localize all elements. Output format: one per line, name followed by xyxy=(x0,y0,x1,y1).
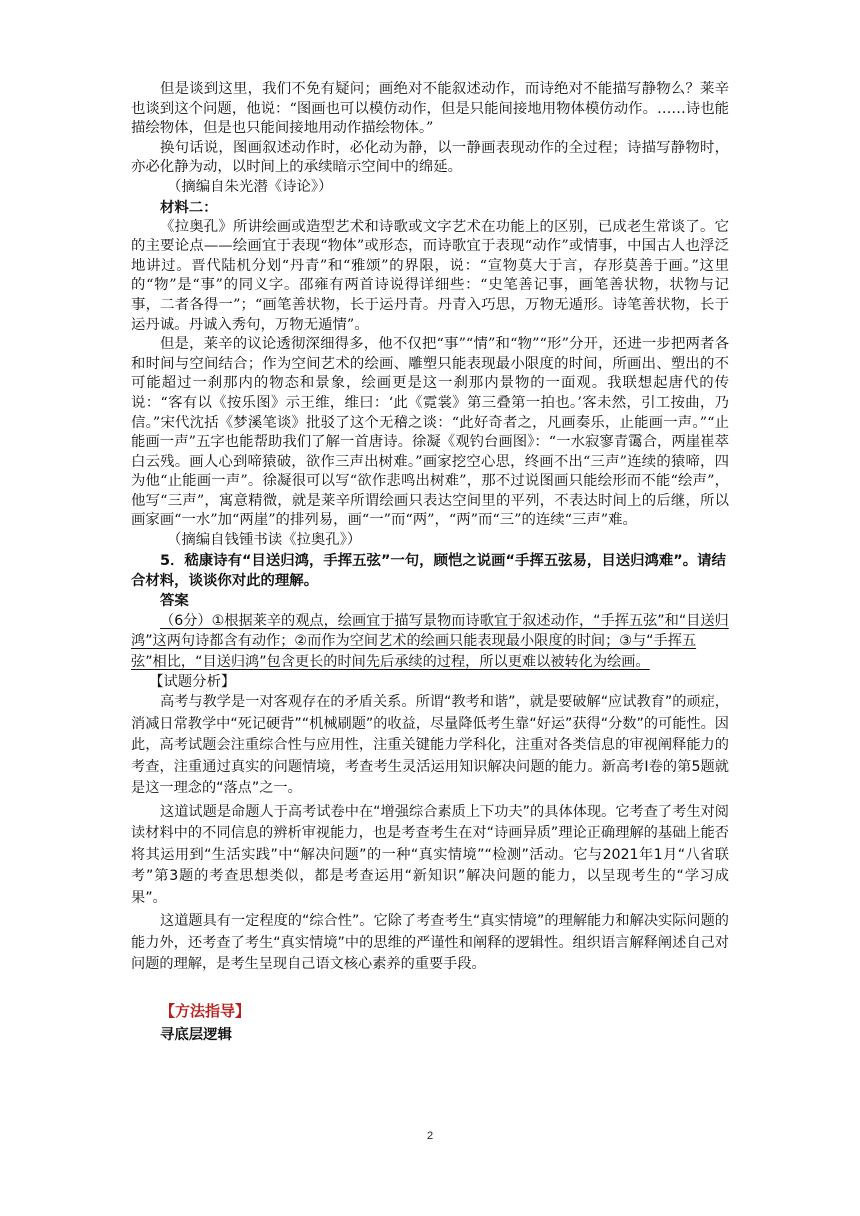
analysis-paragraph-1: 高考与教学是一对客观存在的矛盾关系。所谓“教考和谐”，就是要破解“应试教育”的顽症，消减日常教学中“死记硬背”“机械刷题”的收益，尽量降低考生靠“好运”获得“分数”的可能性。因此，高考试题会注重综合性与应用性，注重关键能力学科化，注重对各类信息的审视阐释能力的考查，注重通过真实的问题情境，考查考生灵活运用知识解决问题的能力。新高考Ⅰ卷的第5题就是这一理念的“落点”之一。 xyxy=(131,694,729,797)
paragraph-1: 但是谈到这里，我们不免有疑问；画绝对不能叙述动作，而诗绝对不能描写静物么？莱辛也谈到这个问题，他说：“图画也可以模仿动作，但是只能间接地用物体模仿动作。……诗也能描绘物体，但是也只能间接地用动作描绘物体。” xyxy=(131,81,729,137)
method-subheading: 寻底层逻辑 xyxy=(160,1026,232,1043)
paragraph-4: 但是，莱辛的议论透彻深细得多，他不仅把“事”“情”和“物”“形”分开，还进一步把两者各和时间与空间结合；作为空间艺术的绘画、雕塑只能表现最小限度的时间，所画出、塑出的不可能超过一刹那内的物态和景象，绘画更是这一刹那内景物的一面观。我联想起唐代的传说：“客有以《按乐图》示王维，维曰：‘此《霓裳》第三叠第一拍也。’客未然，引工按曲，乃信。”宋代沈括《梦溪笔谈》批驳了这个无稽之谈：“此好奇者之，凡画奏乐，止能画一声。”“止能画一声”五字也能帮助我们了解一首唐诗。徐凝《观钓台画图》：“一水寂寥青霭合，两崖崔萃白云残。画人心到啼猿破，欲作三声出树难。”画家挖空心思，终画不出“三声”连续的猿啼，四为他“止能画一声”。徐凝很可以写“欲作悲鸣出树难”，那不过说图画只能绘形而不能“绘声”，他写“三声”，寓意精微，就是莱辛所谓绘画只表达空间里的平列，不表达时间上的后继，所以画家画“一水”加“两崖”的排列易，画“一”而“两”，“两”而“三”的连续“三声”难。 xyxy=(131,336,729,529)
paragraph-2: 换句话说，图画叙述动作时，必化动为静，以一静画表现动作的全过程；诗描写静物时，亦必化静为动，以时间上的承续暗示空间中的绵延。 xyxy=(131,139,729,176)
analysis-paragraph-2: 这道试题是命题人于高考试卷中在“增强综合素质上下功夫”的具体体现。它考查了考生对阅读材料中的不同信息的辨析审视能力，也是考查考生在对“诗画异质”理论正确理解的基础上能否将其运用到“生活实践”中“解决问题”的一种“真实情境”“检测”活动。它与2021年1月“八省联考”第3题的考查思想类似，都是考查运用“新知识”解决问题的能力，以呈现考生的“学习成果”。 xyxy=(131,803,729,906)
source-citation-1: （摘编自朱光潜《诗论》） xyxy=(167,178,333,195)
page-content xyxy=(131,80,729,1044)
answer-label: 答案 xyxy=(160,592,189,609)
material-2-heading: 材料二： xyxy=(160,199,218,216)
page-number: 2 xyxy=(426,1130,434,1142)
analysis-label: 【试题分析】 xyxy=(149,674,236,691)
question-5: 5．嵇康诗有“目送归鸿，手挥五弦”一句，顾恺之说画“手挥五弦易，目送归鸿难”。请结合材料，谈谈你对此的理解。 xyxy=(131,552,726,589)
paragraph-3: 《拉奥孔》所讲绘画或造型艺术和诗歌或文字艺术在功能上的区别，已成老生常谈了。它的主要论点——绘画宜于表现“物体”或形态，而诗歌宜于表现“动作”或情事，中国古人也浮泛地讲过。晋代陆机分划“丹青”和“雅颂”的界限，说：“宣物莫大于言，存形莫善于画。”这里的“物”是“事”的同义字。邵雍有两首诗说得详细些：“史笔善记事，画笔善状物，状物与记事，二者各得一”；“画笔善状物，长于运丹青。丹青入巧思，万物无遁形。诗笔善状物，长于运丹诚。丹诚入秀句，万物无遁情”。 xyxy=(131,218,729,333)
answer-text: （6分）①根据莱辛的观点，绘画宜于描写景物而诗歌宜于叙述动作，“手挥五弦”和“目送归鸿”这两句诗都含有动作；②而作为空间艺术的绘画只能表现最小限度的时间；③与“手挥五弦”相比，“目送归鸿”包含更长的时间先后承续的过程，所以更难以被转化为绘画。 xyxy=(131,612,729,670)
analysis-paragraph-3: 这道题具有一定程度的“综合性”。它除了考查考生“真实情境”的理解能力和解决实际问题的能力外，还考查了考生“真实情境”中的思维的严谨性和阐释的逻辑性。组织语言解释阐述自己对问题的理解，是考生呈现自己语文核心素养的重要手段。 xyxy=(131,913,729,973)
method-heading: 【方法指导】 xyxy=(160,1001,251,1020)
source-citation-2: （摘编自钱锺书读《拉奥孔》） xyxy=(167,532,362,549)
